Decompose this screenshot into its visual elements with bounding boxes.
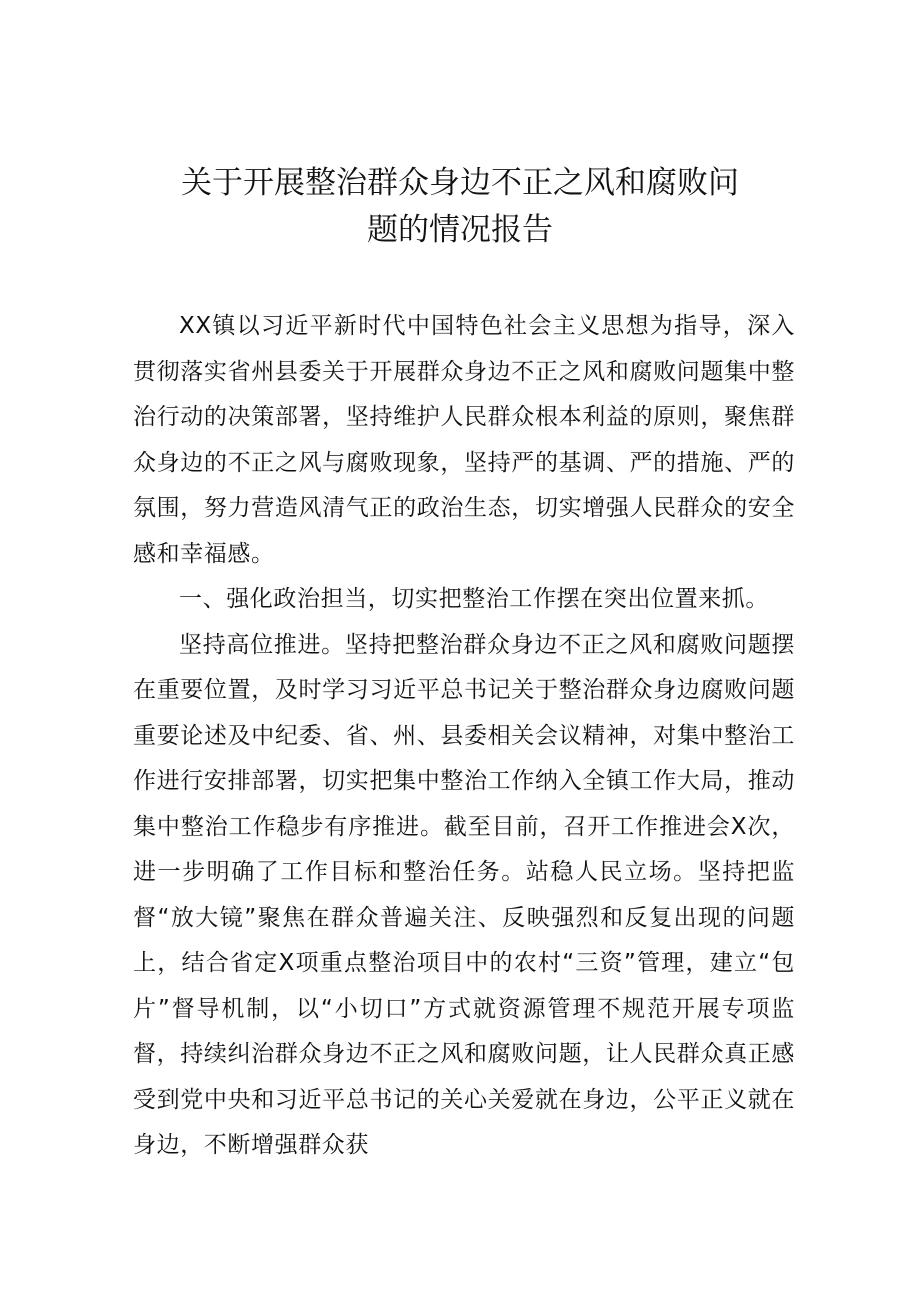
paragraph-intro: XX镇以习近平新时代中国特色社会主义思想为指导，深入贯彻落实省州县委关于开展群众身边不正之风和腐败问题集中整治行动的决策部署，坚持维护人民群众根本利益的原则，聚焦群众身边的不正之风与腐败现象，坚持严的基调、严的措施、严的氛围，努力营造风清气正的政治生态，切实增强人民群众的安全感和幸福感。: [133, 313, 795, 567]
title-line-1: 关于开展整治群众身边不正之风和腐败问: [181, 165, 739, 201]
paragraph-section-1: 坚持高位推进。坚持把整治群众身边不正之风和腐败问题摆在重要位置，及时学习习近平总书记关于整治群众身边腐败问题重要论述及中纪委、省、州、县委相关会议精神，对集中整治工作进行安排部署，切实把集中整治工作纳入全镇工作大局，推动集中整治工作稳步有序推进。截至目前，召开工作推进会X次，进一步明确了工作目标和整治任务。站稳人民立场。坚持把监督“放大镜”聚焦在群众普遍关注、反映强烈和反复出现的问题上，结合省定X项重点整治项目中的农村“三资”管理，建立“包片”督导机制，以“小切口”方式就资源管理不规范开展专项监督，持续纠治群众身边不正之风和腐败问题，让人民群众真正感受到党中央和习近平总书记的关心关爱就在身边，公平正义就在身边，不断增强群众获: [133, 631, 795, 1158]
document-body: [133, 304, 795, 1169]
title-line-2: 题的情况报告: [367, 212, 553, 248]
section-heading-1: 一、强化政治担当，切实把整治工作摆在突出位置来抓。: [179, 586, 769, 612]
document-title: [140, 160, 780, 254]
